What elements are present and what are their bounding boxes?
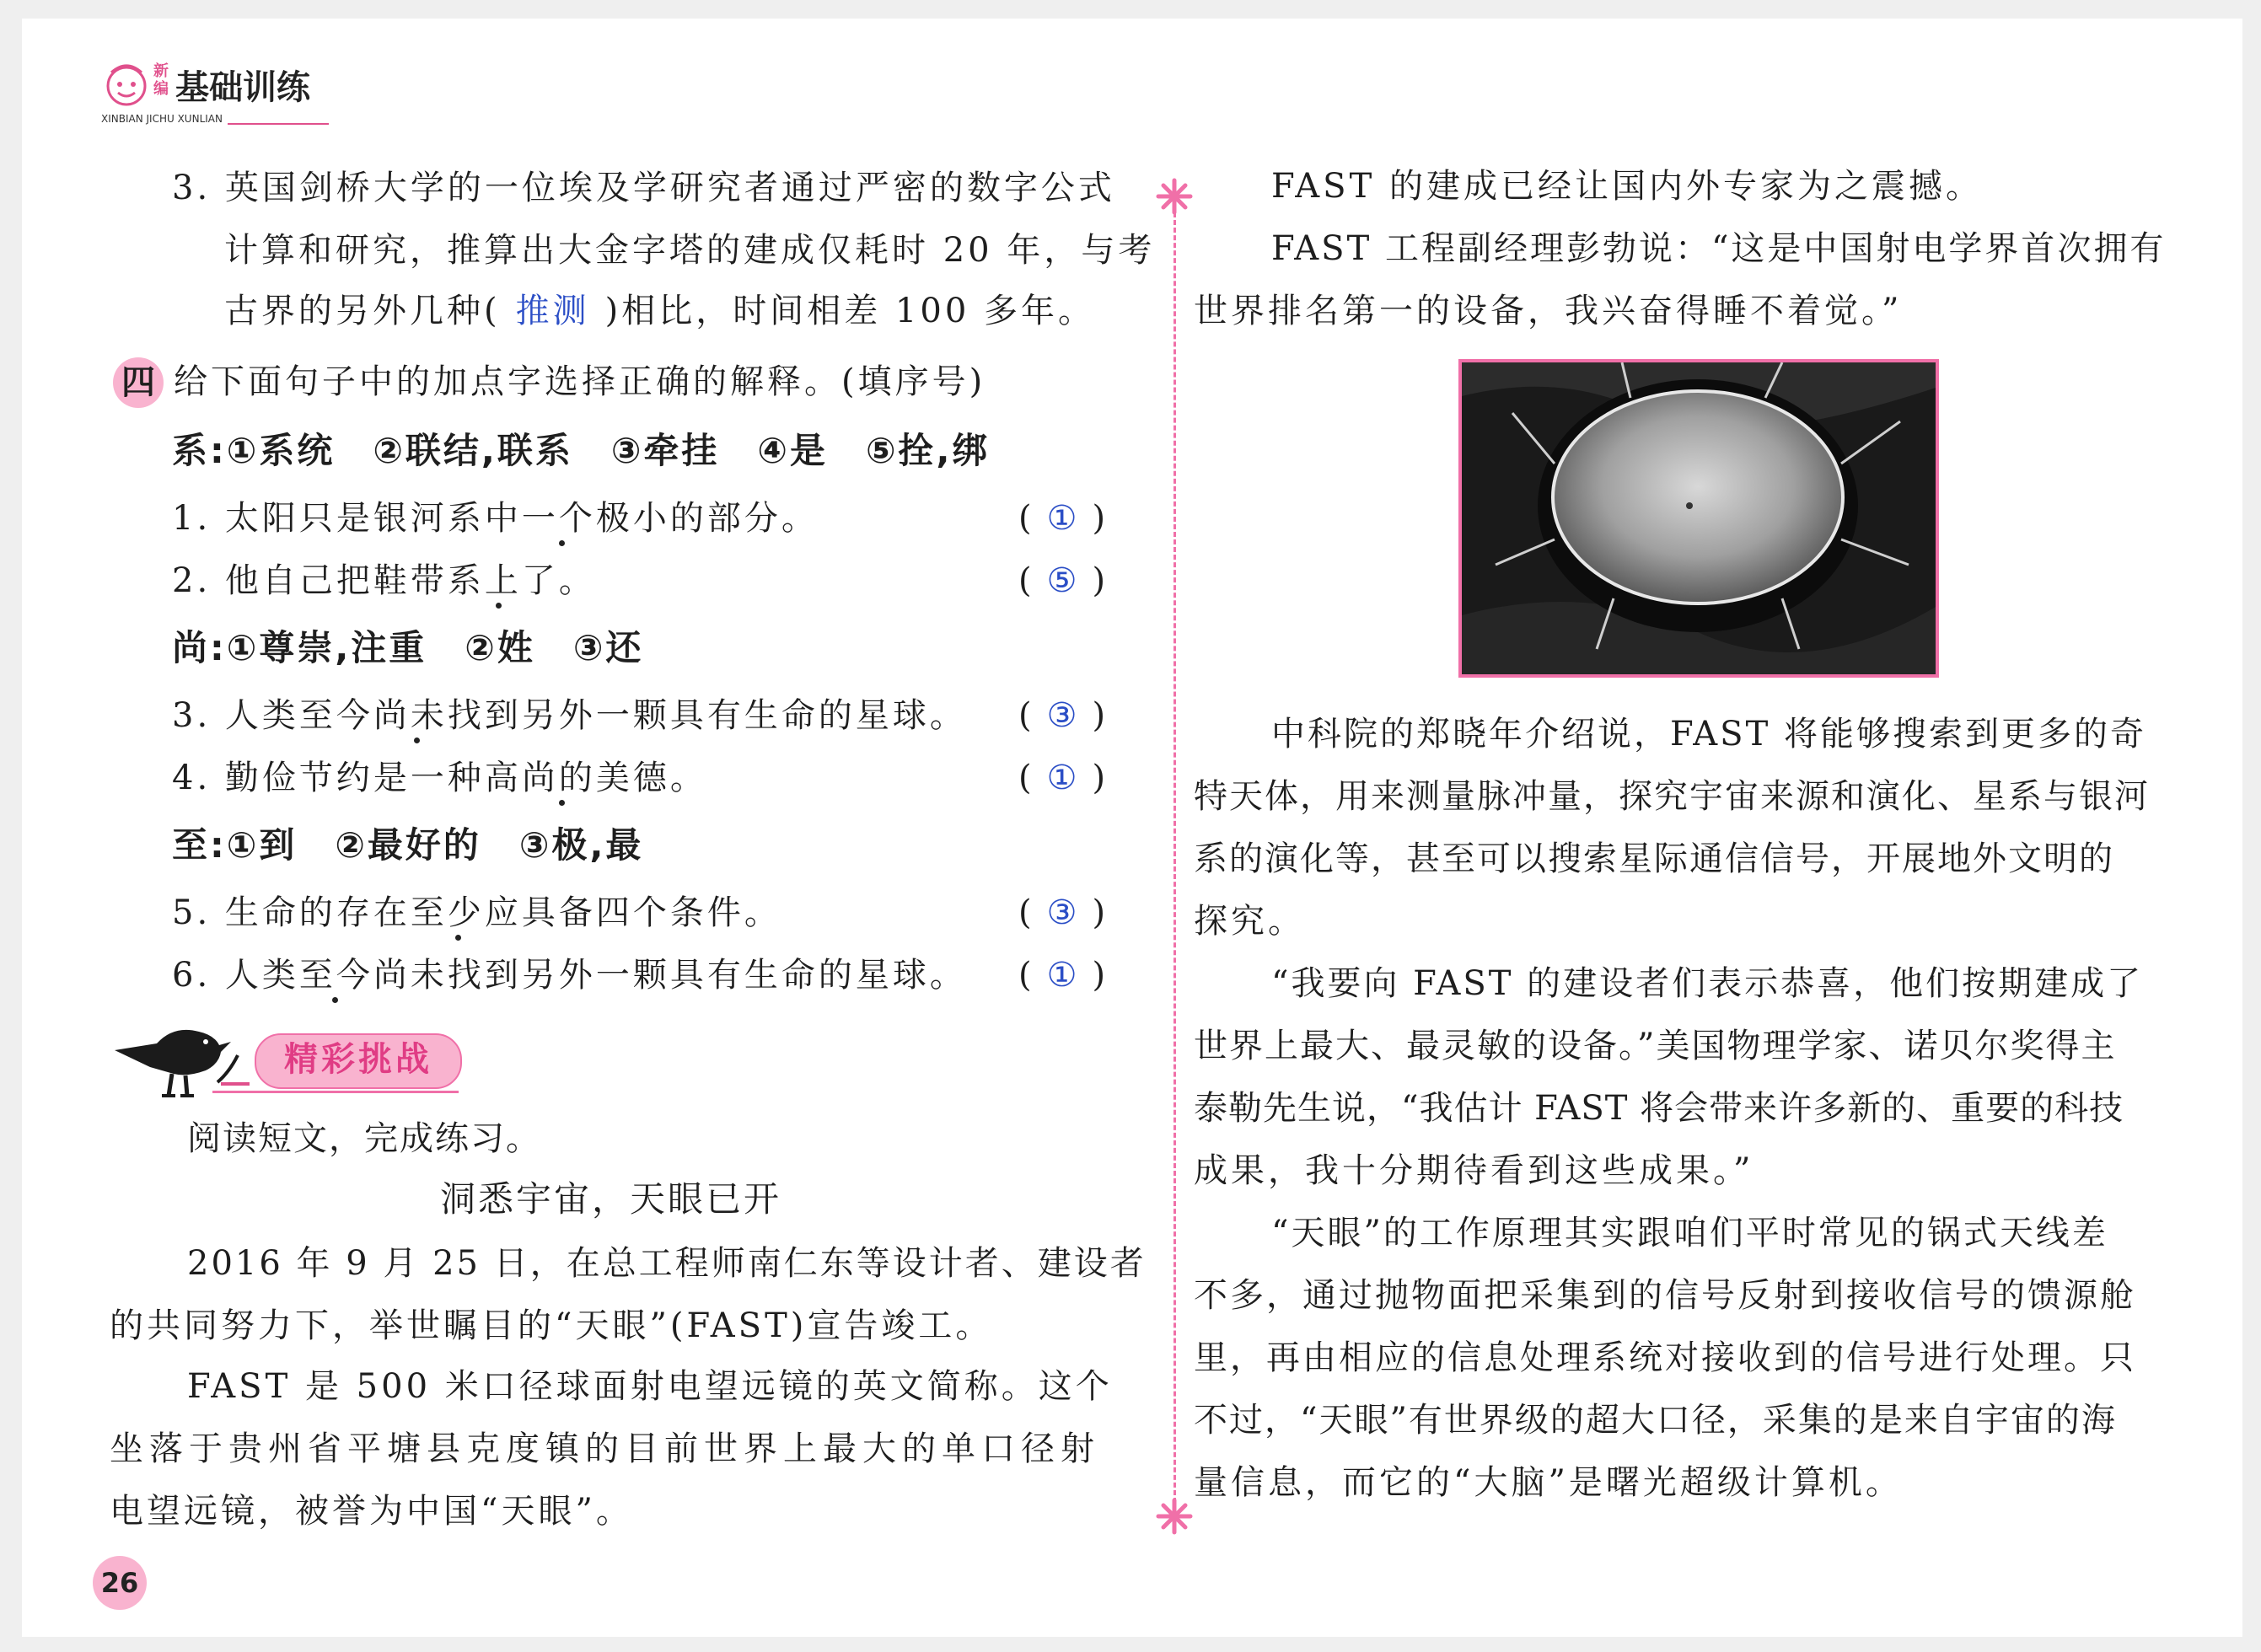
emphasis-dot: [496, 603, 502, 609]
column-divider: [1173, 212, 1176, 1510]
right-line-4: 中科院的郑晓年介绍说，FAST 将能够搜索到更多的奇: [1271, 715, 2146, 754]
article-left-p1-l2: 的共同努力下，举世瞩目的“天眼”(FAST)宣告竣工。: [110, 1306, 993, 1345]
item-2-answer-box: ( ⑤ ): [1018, 561, 1106, 600]
section-4-title: 给下面句子中的加点字选择正确的解释。(填序号): [174, 362, 986, 401]
right-line-2: FAST 工程副经理彭勃说：“这是中国射电学界首次拥有: [1271, 229, 2167, 268]
q3-line-3: [224, 288, 1095, 334]
telescope-image: [1462, 362, 1936, 674]
challenge-underline: [212, 1091, 459, 1093]
group-shang-header: 尚:①尊崇,注重 ②姓 ③还: [172, 627, 644, 668]
header-logo: [101, 59, 371, 143]
item-3-answer: ③: [1046, 696, 1077, 735]
article-left-p1-l1: 2016 年 9 月 25 日，在总工程师南仁东等设计者、建设者: [187, 1244, 1147, 1283]
item-4-answer-box: ( ① ): [1018, 759, 1106, 797]
right-line-9: 世界上最大、最灵敏的设备。”美国物理学家、诺贝尔奖得主: [1194, 1027, 2117, 1065]
q3-line-1: 3. 英国剑桥大学的一位埃及学研究者通过严密的数字公式: [172, 169, 1115, 207]
q3-answer: 推测: [515, 292, 590, 330]
right-line-15: 不过，“天眼”有世界级的超大口径，采集的是来自宇宙的海: [1194, 1401, 2117, 1440]
right-line-14: 里，再由相应的信息处理系统对接收到的信号进行处理。只: [1194, 1338, 2136, 1377]
item-6-answer: ①: [1046, 956, 1077, 995]
item-6-answer-box: ( ① ): [1018, 956, 1106, 995]
right-line-1: FAST 的建成已经让国内外专家为之震撼。: [1271, 167, 1983, 206]
item-1: 1. 太阳只是银河系中一个极小的部分。: [172, 499, 819, 538]
right-line-13: 不多，通过抛物面把采集到的信号反射到接收信号的馈源舱: [1194, 1276, 2136, 1315]
emphasis-dot: [559, 540, 565, 546]
item-4-answer: ①: [1046, 759, 1077, 797]
item-5: 5. 生命的存在至少应具备四个条件。: [172, 893, 781, 932]
item-1-answer: ①: [1046, 499, 1077, 538]
right-line-12: “天眼”的工作原理其实跟咱们平时常见的锅式天线差: [1271, 1214, 2108, 1252]
item-6: 6. 人类至今尚未找到另外一颗具有生命的星球。: [172, 956, 967, 995]
logo-pinyin: XINBIAN JICHU XUNLIAN: [101, 113, 223, 125]
flower-icon: [1153, 1495, 1195, 1537]
logo-underline: [228, 123, 329, 125]
emphasis-dot: [332, 997, 338, 1003]
right-line-11: 成果，我十分期待看到这些成果。”: [1194, 1151, 1754, 1190]
emphasis-dot: [559, 800, 565, 806]
logo-title: 基础训练: [175, 68, 310, 107]
article-left-p2-l1: FAST 是 500 米口径球面射电望远镜的英文简称。这个: [187, 1367, 1113, 1406]
article-left-p2-l3: 电望远镜，被誉为中国“天眼”。: [110, 1492, 633, 1531]
right-line-5: 特天体，用来测量脉冲量，探究宇宙来源和演化、星系与银河: [1194, 777, 2150, 816]
item-2: 2. 他自己把鞋带系上了。: [172, 561, 596, 600]
article-left-p2-l2: 坐落于贵州省平塘县克度镇的目前世界上最大的单口径射: [110, 1429, 1100, 1468]
right-line-10: 泰勒先生说，“我估计 FAST 将会带来许多新的、重要的科技: [1194, 1089, 2124, 1128]
emphasis-dot: [455, 935, 461, 941]
swoosh-icon: [212, 1047, 255, 1089]
q3-line-3-a: 古界的另外几种(: [224, 292, 501, 330]
item-2-answer: ⑤: [1046, 561, 1077, 600]
item-3-answer-box: ( ③ ): [1018, 696, 1106, 735]
right-line-7: 探究。: [1194, 902, 1305, 941]
q3-line-2: 计算和研究，推算出大金字塔的建成仅耗时 20 年，与考: [224, 231, 1156, 270]
mascot-logo-icon: [101, 59, 152, 110]
item-4: 4. 勤俭节约是一种高尚的美德。: [172, 759, 707, 797]
item-5-answer-box: ( ③ ): [1018, 893, 1106, 932]
item-1-answer-box: ( ① ): [1018, 499, 1106, 538]
page-number: 26: [100, 1567, 139, 1599]
fast-telescope-photo: [1458, 359, 1939, 678]
right-line-3: 世界排名第一的设备，我兴奋得睡不着觉。”: [1194, 292, 1903, 330]
right-line-16: 量信息，而它的“大脑”是曙光超级计算机。: [1194, 1463, 1903, 1502]
workbook-page: [22, 19, 2242, 1637]
group-xi-header: 系:①系统 ②联结,联系 ③牵挂 ④是 ⑤拴,绑: [172, 430, 991, 471]
item-5-answer: ③: [1046, 893, 1077, 932]
item-3: 3. 人类至今尚未找到另外一颗具有生命的星球。: [172, 696, 967, 735]
right-line-8: “我要向 FAST 的建设者们表示恭喜，他们按期建成了: [1271, 964, 2144, 1003]
emphasis-dot: [414, 738, 420, 743]
article-title: 洞悉宇宙，天眼已开: [440, 1178, 782, 1220]
group-zhi-header: 至:①到 ②最好的 ③极,最: [172, 824, 644, 866]
right-line-6: 系的演化等，甚至可以搜索星际通信信号，开展地外文明的: [1194, 839, 2114, 878]
flower-icon: [1153, 175, 1195, 217]
q3-line-3-b: )相比，时间相差 100 多年。: [604, 292, 1095, 330]
challenge-instruction: 阅读短文，完成练习。: [187, 1119, 541, 1158]
challenge-badge-label: 精彩挑战: [284, 1040, 432, 1079]
section-4-number: 四: [121, 363, 155, 402]
logo-small-text: 新编: [153, 62, 169, 98]
